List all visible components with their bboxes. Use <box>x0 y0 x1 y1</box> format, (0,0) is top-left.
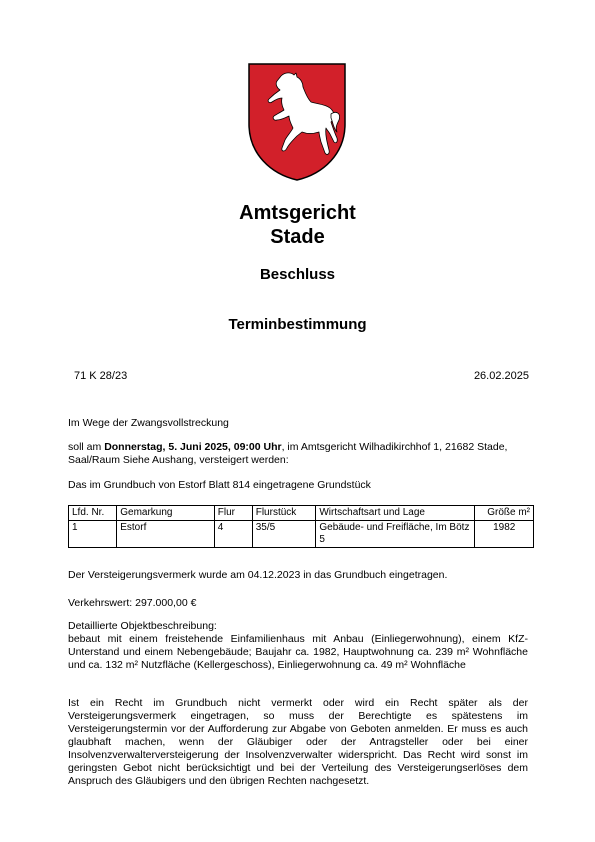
col-header-flurstueck: Flurstück <box>252 506 316 521</box>
case-reference: 71 K 28/23 <box>74 370 128 382</box>
col-header-wirtschaftsart: Wirtschaftsart und Lage <box>316 506 475 521</box>
document-type: Beschluss <box>259 266 336 283</box>
document-date: 26.02.2025 <box>473 370 529 382</box>
court-city: Stade <box>270 226 325 248</box>
col-header-flur: Flur <box>214 506 252 521</box>
cell-lfd-nr: 1 <box>69 521 117 548</box>
appointment-paragraph <box>68 441 528 467</box>
parcel-table <box>68 505 534 548</box>
registration-text: Der Versteigerungsvermerk wurde am 04.12.2023 in das Grundbuch eingetragen. <box>68 569 448 581</box>
table-row <box>69 521 534 548</box>
description-text: bebaut mit einem freistehende Einfamilienhaus mit Anbau (Einliegerwohnung), einem KfZ-Unterstand und einem Nebengebäude; Baujahr ca. 1982, Hauptwohnung ca. 239 m² Wohnfläche und ca. 132 m² Nutzfläche (Kellergeschoss), Einliegerwohnung ca. 49 m² Wohnfläche <box>68 633 528 671</box>
col-header-gemarkung: Gemarkung <box>117 506 215 521</box>
col-header-groesse: Größe m² <box>475 506 534 521</box>
appointment-prefix: soll am <box>68 441 105 453</box>
parcel-intro: Das im Grundbuch von Estorf Blatt 814 eingetragene Grundstück <box>68 479 371 491</box>
rights-notice: Ist ein Recht im Grundbuch nicht vermerkt oder wird ein Recht später als der Versteigerungsvermerk eingetragen, so muss der Berechtigte es spätestens im Versteigerungstermin vor der Aufforderung zur Abgabe von Geboten anmelden. Er muss es auch glaubhaft machen, wenn der Gläubiger oder der Antragsteller oder bei einer Insolvenzverwalterversteigerung der Insolvenzverwalter widerspricht. Das Recht wird sonst im geringsten Gebot nicht berücksichtigt und bei der Verteilung des Versteigerungserlöses dem Anspruch des Gläubigers und den übrigen Rechten nachgesetzt. <box>68 697 528 787</box>
appointment-date: Donnerstag, 5. Juni 2025, 09:00 Uhr <box>104 441 282 453</box>
appointment-suffix: , im Amtsgericht Wilhadikirchhof 1, 21682 Stade, Saal/Raum Siehe Aushang, versteigert werden: <box>68 441 508 466</box>
market-value: Verkehrswert: 297.000,00 € <box>68 597 197 609</box>
intro-text: Im Wege der Zwangsvollstreckung <box>68 417 229 429</box>
cell-wirtschaftsart: Gebäude- und Freifläche, Im Bötz 5 <box>316 521 475 548</box>
col-header-lfd-nr: Lfd. Nr. <box>69 506 117 521</box>
cell-flur: 4 <box>214 521 252 548</box>
table-header-row <box>69 506 534 521</box>
lower-saxony-horse-crest-icon <box>247 62 347 182</box>
object-description <box>68 620 528 672</box>
description-title: Detaillierte Objektbeschreibung: <box>68 620 217 632</box>
cell-gemarkung: Estorf <box>117 521 215 548</box>
court-name: Amtsgericht <box>239 202 356 224</box>
cell-flurstueck: 35/5 <box>252 521 316 548</box>
cell-groesse: 1982 <box>475 521 534 548</box>
document-subtitle: Terminbestimmung <box>228 316 367 333</box>
